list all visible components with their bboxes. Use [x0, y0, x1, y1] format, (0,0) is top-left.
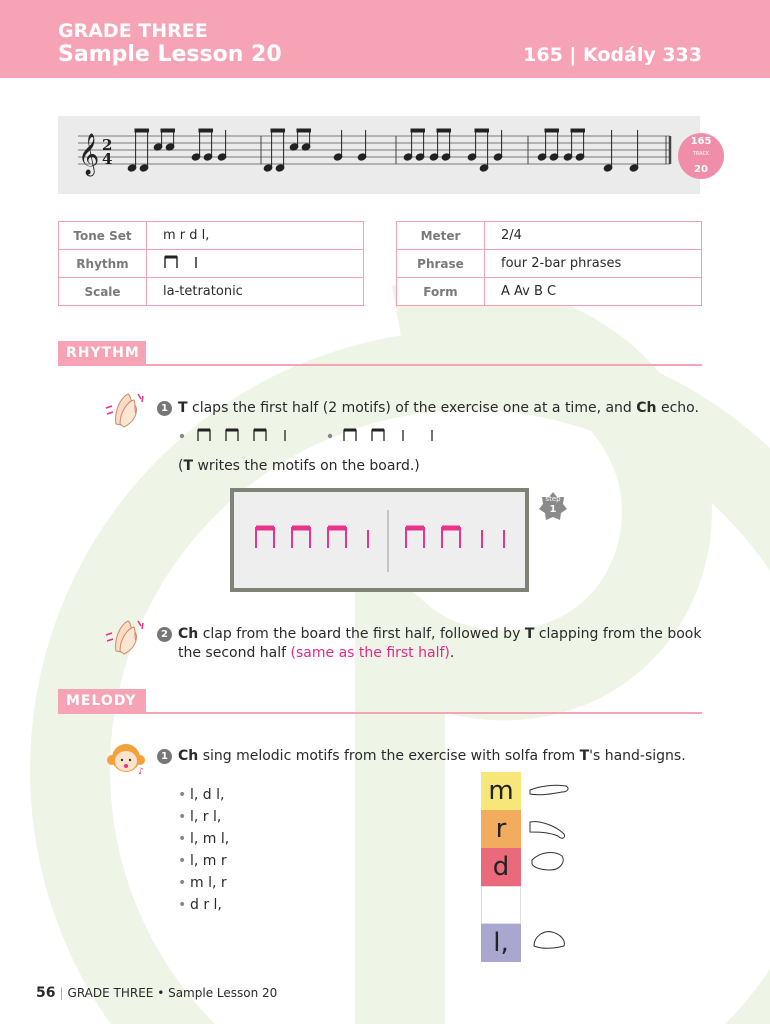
list-item: • l, m r [178, 853, 227, 869]
list-item: • d r l, [178, 897, 222, 913]
note-beam [571, 129, 585, 132]
rhythm-step-2-text: Ch clap from the board the first half, followed by T clapping from the book [178, 626, 702, 642]
hand-sign-re-icon [530, 822, 565, 839]
clapping-hands-icon [104, 390, 148, 428]
rhythm-label: Rhythm [59, 250, 147, 278]
list-item: • l, d l, [178, 787, 225, 803]
singing-child-icon [104, 738, 148, 776]
rhythm-heading: RHYTHM [58, 341, 146, 365]
rhythm-value [147, 250, 364, 278]
note-beam [475, 129, 489, 132]
track-reference: 165 | Kodály 333 [523, 44, 702, 66]
form-value: A Av B C [485, 278, 702, 306]
note-beam [297, 129, 311, 132]
note-beam [199, 129, 213, 132]
rhythm-step-1-number: 1 [157, 401, 172, 416]
board-rhythm-marks [234, 492, 525, 588]
note-beam [161, 129, 175, 132]
melody-heading: MELODY [58, 689, 146, 713]
form-label: Form [397, 278, 485, 306]
hand-signs-column [526, 776, 574, 966]
solfa-cell [481, 886, 521, 924]
melody-step-1-text: Ch sing melodic motifs from the exercise with solfa from T's hand-signs. [178, 748, 686, 764]
chalkboard [230, 488, 529, 592]
phrase-label: Phrase [397, 250, 485, 278]
clapping-hands-icon [104, 617, 148, 655]
music-staff [58, 116, 700, 194]
melody-divider [58, 712, 702, 714]
melody-step-1-number: 1 [157, 749, 172, 764]
tone-set-value: m r d l, [147, 222, 364, 250]
cd-track-number: 20 [694, 164, 708, 175]
cd-track-badge [678, 133, 724, 179]
board-note: (T writes the motifs on the board.) [178, 458, 420, 474]
lesson-info-table-right [396, 221, 702, 306]
solfa-cell: r [481, 810, 521, 848]
hand-sign-do-icon [532, 853, 563, 870]
tone-set-label: Tone Set [59, 222, 147, 250]
rhythm-symbols-icon [163, 254, 223, 270]
page-header [0, 0, 770, 78]
meter-label: Meter [397, 222, 485, 250]
phrase-value: four 2-bar phrases [485, 250, 702, 278]
lesson-title: Sample Lesson 20 [58, 42, 282, 67]
scale-value: la-tetratonic [147, 278, 364, 306]
time-signature-top: 2 [102, 136, 113, 154]
hand-sign-la-icon [534, 932, 564, 949]
solfa-cell: d [481, 848, 521, 886]
page-number: 56 [36, 985, 56, 1001]
list-item: • l, m l, [178, 831, 230, 847]
motif-list [178, 784, 229, 916]
step-number: 1 [549, 504, 557, 515]
note-beam [135, 129, 149, 132]
footer-text: GRADE THREE • Sample Lesson 20 [67, 986, 278, 1000]
page-footer: 56 | GRADE THREE • Sample Lesson 20 [36, 985, 278, 1001]
note-beam [437, 129, 451, 132]
step-label: step [545, 495, 561, 503]
list-item: • l, r l, [178, 809, 222, 825]
list-item: • m l, r [178, 875, 227, 891]
solfa-cell: m [481, 772, 521, 810]
rhythm-motifs-icon [176, 426, 446, 444]
note-beam [545, 129, 559, 132]
cd-number: 165 [690, 136, 712, 147]
note-beam [271, 129, 285, 132]
rhythm-divider [58, 364, 702, 366]
hand-sign-mi-icon [530, 785, 568, 795]
meter-value: 2/4 [485, 222, 702, 250]
note-beam [411, 129, 425, 132]
time-signature-bottom: 4 [102, 150, 113, 168]
cd-label: TRACK [692, 151, 710, 157]
svg-text:♪: ♪ [138, 767, 144, 776]
rhythm-step-1-text: T claps the first half (2 motifs) of the exercise one at a time, and Ch echo. [178, 400, 699, 416]
treble-clef-icon: 𝄞 [78, 134, 100, 175]
rhythm-step-2-number: 2 [157, 627, 172, 642]
lesson-info-table-left [58, 221, 364, 306]
rhythm-step-2-text-line-2: the second half (same as the first half). [178, 645, 455, 661]
solfa-cell: l, [481, 924, 521, 962]
grade-label: GRADE THREE [58, 20, 208, 42]
scale-label: Scale [59, 278, 147, 306]
